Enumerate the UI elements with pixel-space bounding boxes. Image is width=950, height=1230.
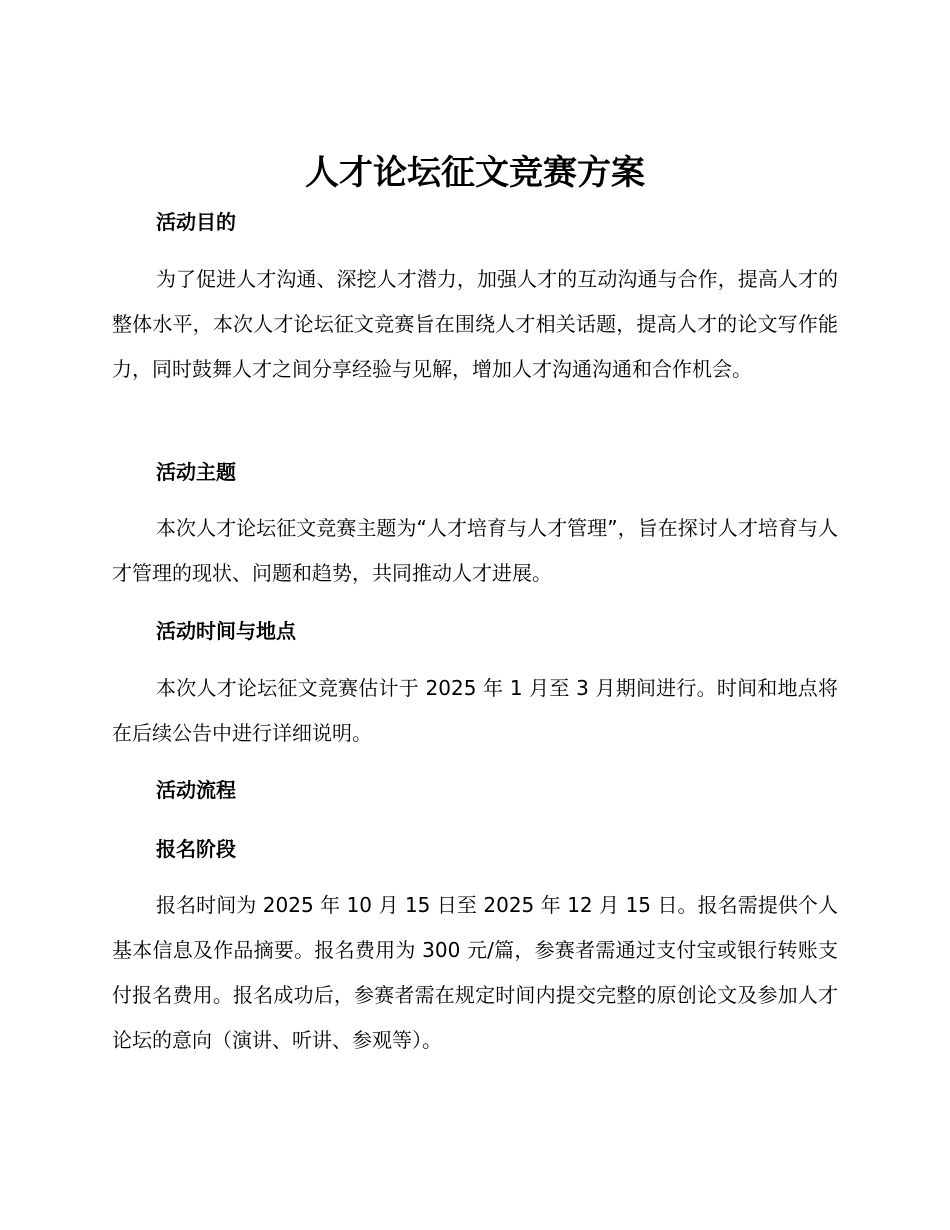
section-paragraph-time-place: 本次人才论坛征文竞赛估计于 2025 年 1 月至 3 月期间进行。时间和地点将在后续公告中进行详细说明。 bbox=[112, 676, 838, 745]
section-heading-registration: 报名阶段 bbox=[156, 837, 236, 861]
section-paragraph-purpose: 为了促进人才沟通、深挖人才潜力，加强人才的互动沟通与合作，提高人才的整体水平，本次人才论坛征文竞赛旨在围绕人才相关话题，提高人才的论文写作能力，同时鼓舞人才之间分享经验与见解，增加人才沟通沟通和合作机会。 bbox=[112, 267, 838, 381]
document-title: 人才论坛征文竞赛方案 bbox=[305, 153, 645, 193]
section-paragraph-registration: 报名时间为 2025 年 10 月 15 日至 2025 年 12 月 15 日。报名需提供个人基本信息及作品摘要。报名费用为 300 元/篇，参赛者需通过支付宝或银行转账支付报名费用。报名成功后，参赛者需在规定时间内提交完整的原创论文及参加人才论坛的意向（演讲、听讲、参观等）。 bbox=[112, 893, 838, 1052]
section-heading-purpose: 活动目的 bbox=[156, 210, 236, 234]
section-heading-time-place: 活动时间与地点 bbox=[156, 619, 296, 643]
section-paragraph-theme: 本次人才论坛征文竞赛主题为“人才培育与人才管理”，旨在探讨人才培育与人才管理的现状、问题和趋势，共同推动人才进展。 bbox=[112, 516, 838, 585]
section-heading-theme: 活动主题 bbox=[156, 460, 236, 484]
section-heading-process: 活动流程 bbox=[156, 778, 236, 802]
